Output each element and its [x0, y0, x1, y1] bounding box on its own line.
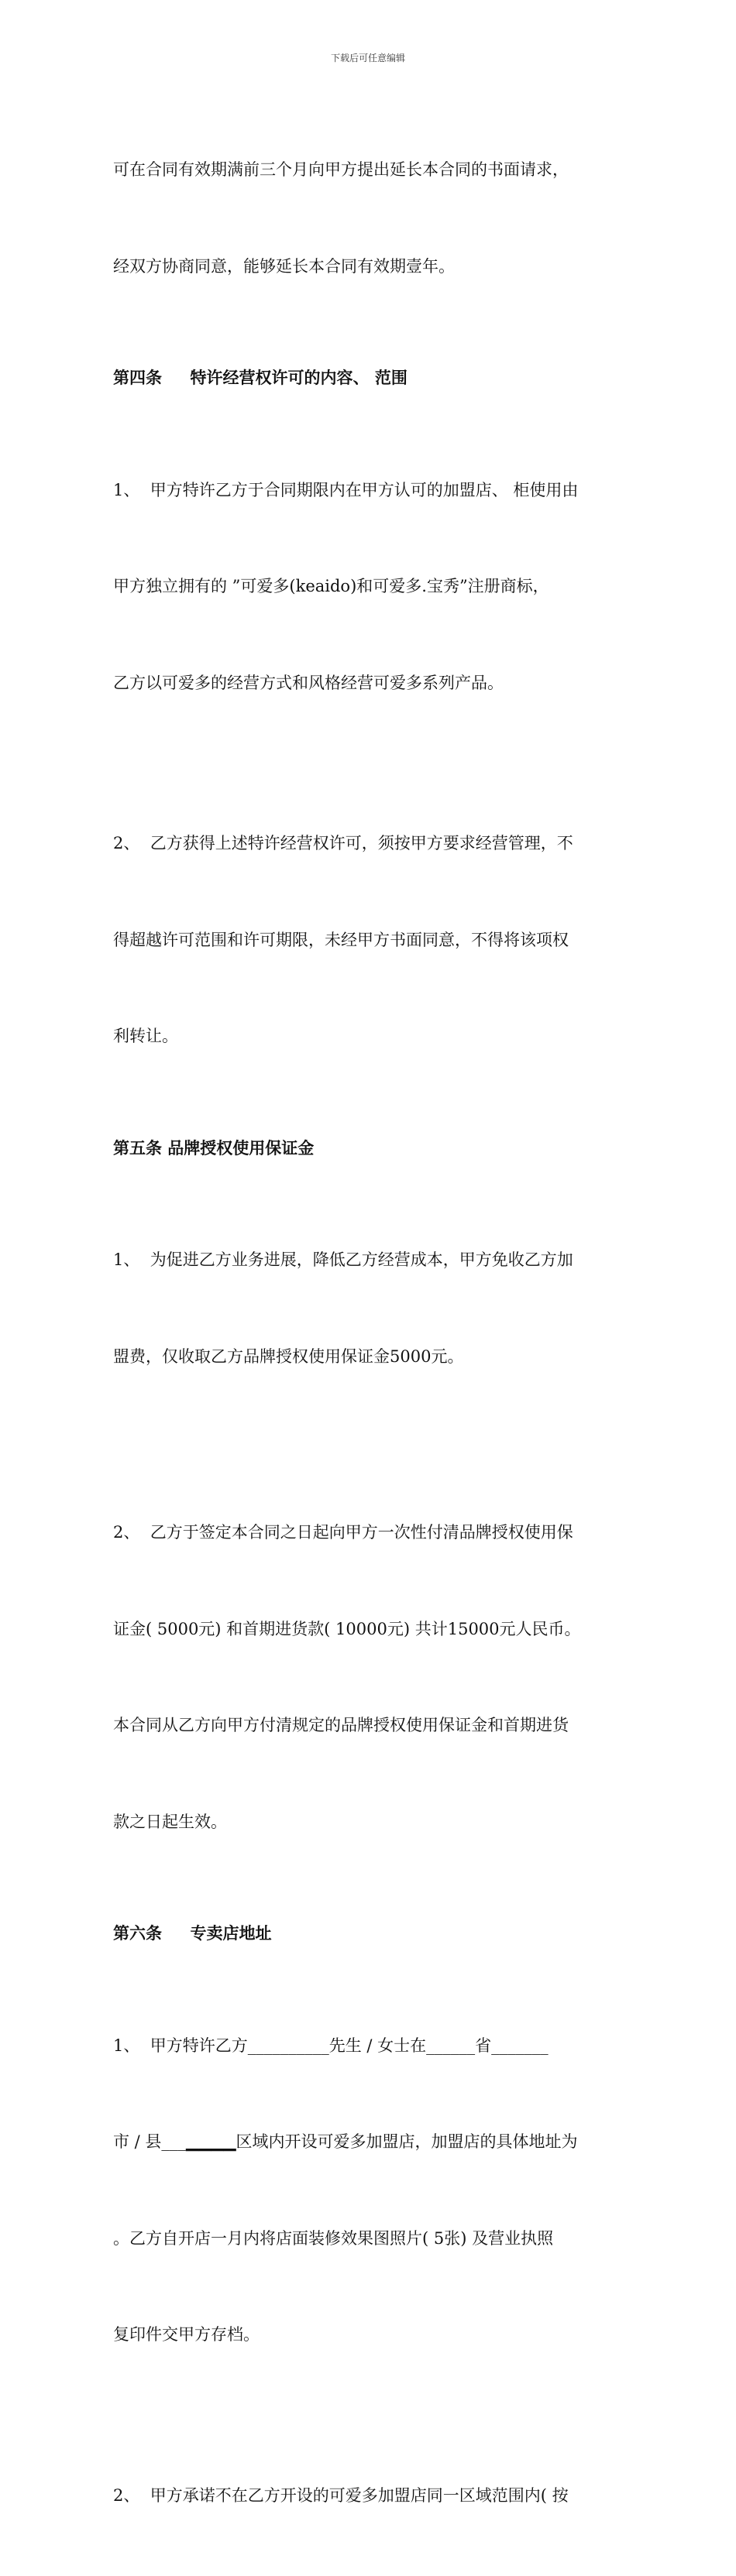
text-line: 复印件交甲方存档。 — [113, 2319, 632, 2351]
section-heading-5: 第五条 品牌授权使用保证金 — [113, 1133, 632, 1165]
text-line: 1、 甲方特许乙方__________先生 / 女士在______省_______ — [113, 2030, 632, 2063]
document-body — [113, 90, 632, 2576]
section-heading-6: 第六条 专卖店地址 — [113, 1918, 632, 1950]
section-heading-4: 第四条 特许经营权许可的内容、 范围 — [113, 362, 632, 395]
text-line: 甲方独立拥有的 ”可爱多(keaido)和可爱多.宝秀”注册商标， — [113, 571, 632, 603]
document-page — [0, 0, 736, 1041]
clause-4-1 — [113, 410, 632, 764]
text-line: 盟费，仅收取乙方品牌授权使用保证金5000元。 — [113, 1341, 632, 1374]
text-line: 2、 甲方承诺不在乙方开设的可爱多加盟店同一区域范围内( 按 — [113, 2480, 632, 2513]
clause-5-1 — [113, 1180, 632, 1437]
text-line: 1、 为促进乙方业务进展，降低乙方经营成本，甲方免收乙方加 — [113, 1244, 632, 1277]
page-header: 下载后可任意编辑 — [0, 51, 736, 64]
text-line: 可在合同有效期满前三个月向甲方提出延长本合同的书面请求， — [113, 154, 632, 187]
clause-5-2 — [113, 1453, 632, 1902]
text-line: 证金( 5000元) 和首期进货款( 10000元) 共计15000元人民币。 — [113, 1614, 632, 1646]
clause-4-2 — [113, 763, 632, 1117]
text-line: 得超越许可范围和许可期限，未经甲方书面同意，不得将该项权 — [113, 924, 632, 957]
text-line: 2、 乙方于签定本合同之日起向甲方一次性付清品牌授权使用保 — [113, 1517, 632, 1549]
text-line: 本合同从乙方向甲方付清规定的品牌授权使用保证金和首期进货 — [113, 1710, 632, 1742]
text-line: 乙方以可爱多的经营方式和风格经营可爱多系列产品。 — [113, 667, 632, 700]
text-line: 2、 乙方获得上述特许经营权许可，须按甲方要求经营管理，不 — [113, 828, 632, 860]
clause-6-2 — [113, 2416, 632, 2576]
clause-6-1 — [113, 1966, 632, 2416]
text-line: 经双方协商同意，能够延长本合同有效期壹年。 — [113, 251, 632, 283]
text-line: 市 / 县___▁▁▁▁区域内开设可爱多加盟店，加盟店的具体地址为 — [113, 2126, 632, 2159]
text-line: 。乙方自开店一月内将店面装修效果图照片( 5张) 及营业执照 — [113, 2223, 632, 2255]
paragraph-intro — [113, 90, 632, 347]
text-line: 1、 甲方特许乙方于合同期限内在甲方认可的加盟店、 柜使用由 — [113, 475, 632, 507]
text-line: 利转让。 — [113, 1020, 632, 1053]
text-line: 款之日起生效。 — [113, 1806, 632, 1839]
